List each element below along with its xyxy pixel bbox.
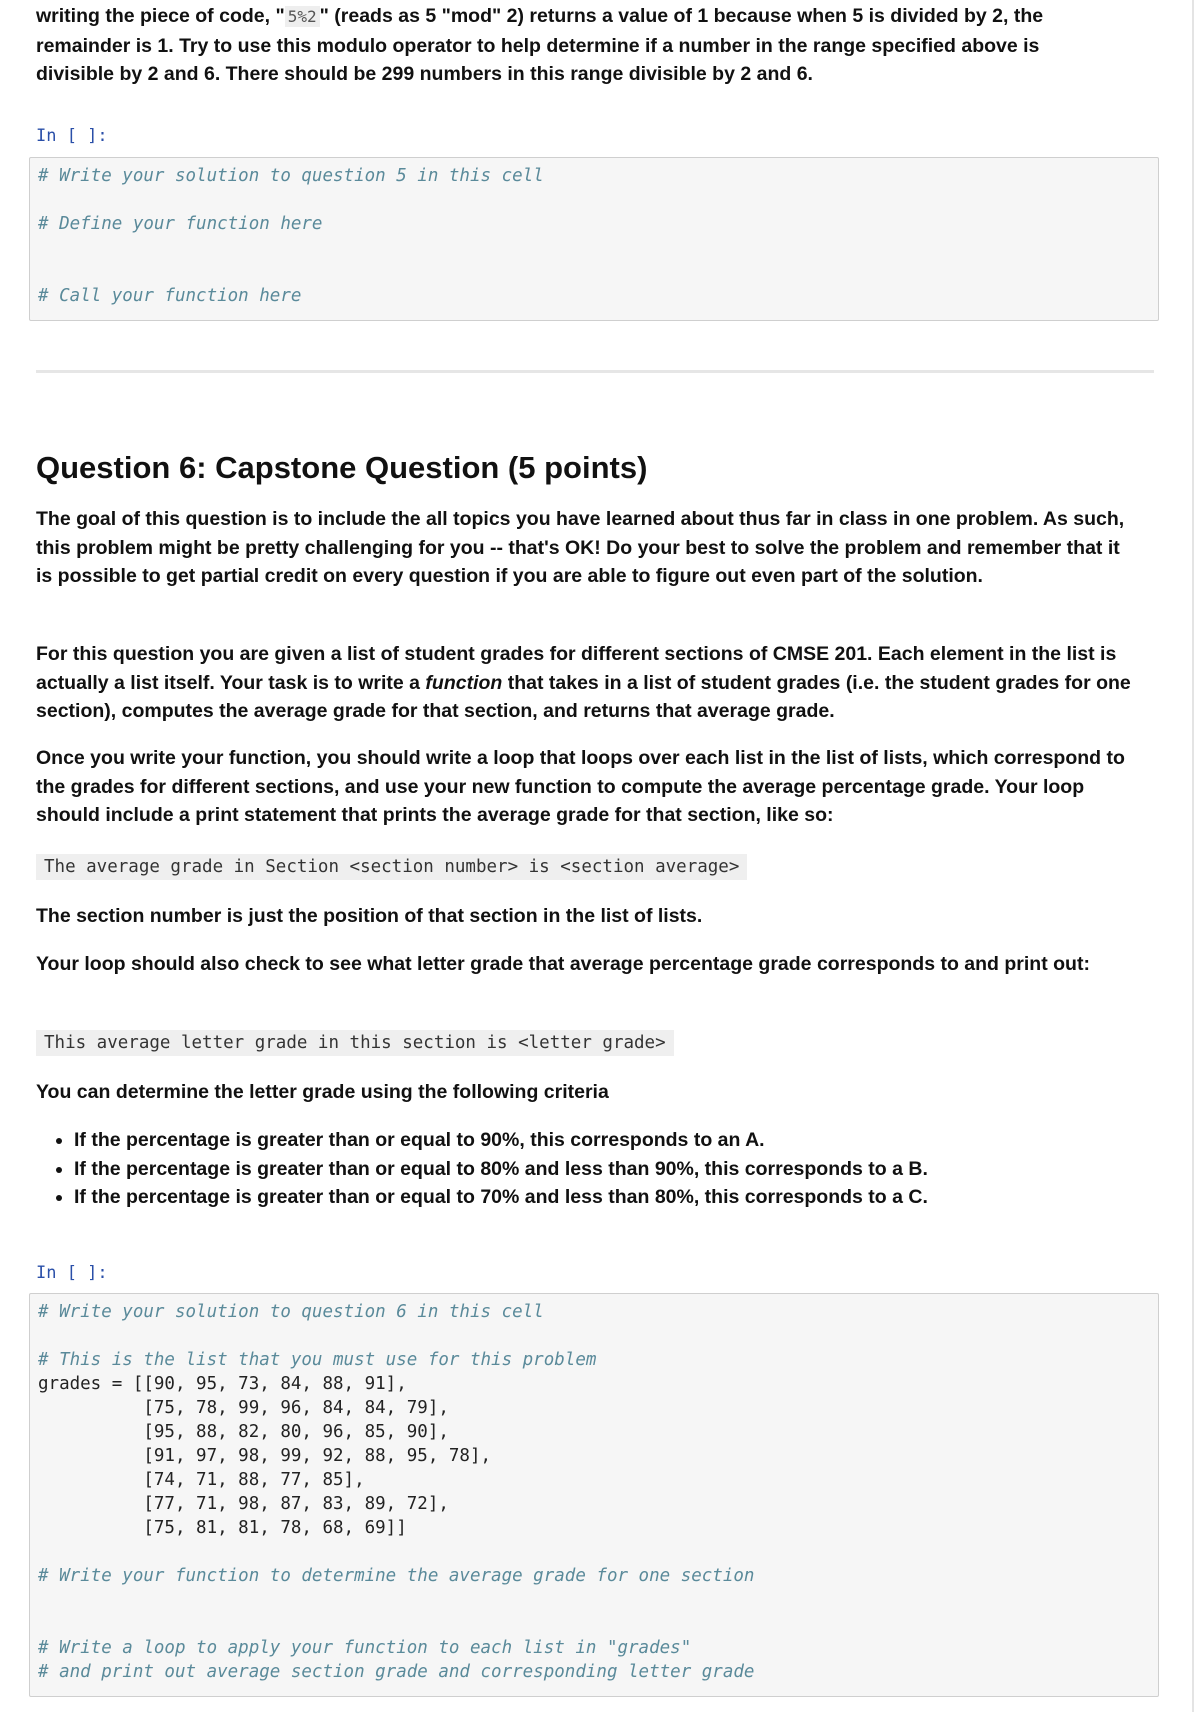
q6-paragraph-6: You can determine the letter grade using the following criteria [36, 1081, 609, 1103]
q6-paragraph-1: The goal of this question is to include the all topics you have learned about thus far in class in one problem. As such, this problem might be pretty challenging for you -- that's OK! Do your best to solve the problem and remember that it is possible to get partial credit on every question if you are able to figure out even part of the solution. [36, 508, 1125, 587]
code-cell-q5[interactable]: # Write your solution to question 5 in this cell # Define your function here # Call your function here [29, 157, 1159, 321]
criteria-list [36, 1126, 1134, 1212]
inline-code: 5%2 [285, 6, 320, 27]
q5-intro-text: writing the piece of code, " 5%2 " (reads as 5 "mod" 2) returns a value of 1 because when 5 is divided by 2, the remainder is 1. Try to use this modulo operator to help determine if a number in the range specified above is divisible by 2 and 6. There should be 299 numbers in this range divisible by 2 and 6. [36, 5, 1044, 85]
horizontal-divider [36, 370, 1154, 373]
cell-prompt-q5: In [ ]: [36, 126, 108, 146]
list-item: • If the percentage is greater than or equal to 80% and less than 90%, this corresponds to a B. [74, 1155, 1134, 1184]
q6-paragraph-4: The section number is just the position of that section in the list of lists. [36, 905, 703, 927]
right-border [1192, 0, 1194, 1712]
list-item: • If the percentage is greater than or equal to 70% and less than 80%, this corresponds to a C. [74, 1183, 1134, 1212]
code-cell-q6[interactable]: # Write your solution to question 6 in this cell # This is the list that you must use for this problem grades = [[90, 95, 73, 84, 88, 91], [75, 78, 99, 96, 84, 84, 79], [95, 88, 82, 80, 96, 85, 90], [91, 97, 98, 99, 92, 88, 95, 78], [74, 71, 88, 77, 85], [77, 71, 98, 87, 83, 89, 72], [75, 81, 81, 78, 68, 69]] # Write your function to determine the average grade for one section # Write a loop to apply your function to each list in "grades" # and print out average section grade and corresponding letter grade [29, 1293, 1159, 1697]
q6-paragraph-3: Once you write your function, you should write a loop that loops over each list in the list of lists, which correspond to the grades for different sections, and use your new function to compute the average percentage grade. Your loop should include a print statement that prints the average grade for that section, like so: [36, 747, 1125, 826]
question-6-heading: Question 6: Capstone Question (5 points) [36, 450, 648, 485]
example-output-letter: This average letter grade in this section is <letter grade> [36, 1030, 674, 1056]
example-output-average: The average grade in Section <section number> is <section average> [36, 854, 747, 880]
q6-paragraph-2: For this question you are given a list of student grades for different sections of CMSE 201. Each element in the list is actually a list itself. Your task is to write a function that takes in a list of student grades (i.e. the student grades for one section), computes the average grade for that section, and returns that average grade. [36, 643, 1131, 722]
list-item: • If the percentage is greater than or equal to 90%, this corresponds to an A. [74, 1126, 1134, 1155]
q6-paragraph-5: Your loop should also check to see what letter grade that average percentage grade corresponds to and print out: [36, 953, 1090, 975]
cell-prompt-q6: In [ ]: [36, 1263, 108, 1283]
